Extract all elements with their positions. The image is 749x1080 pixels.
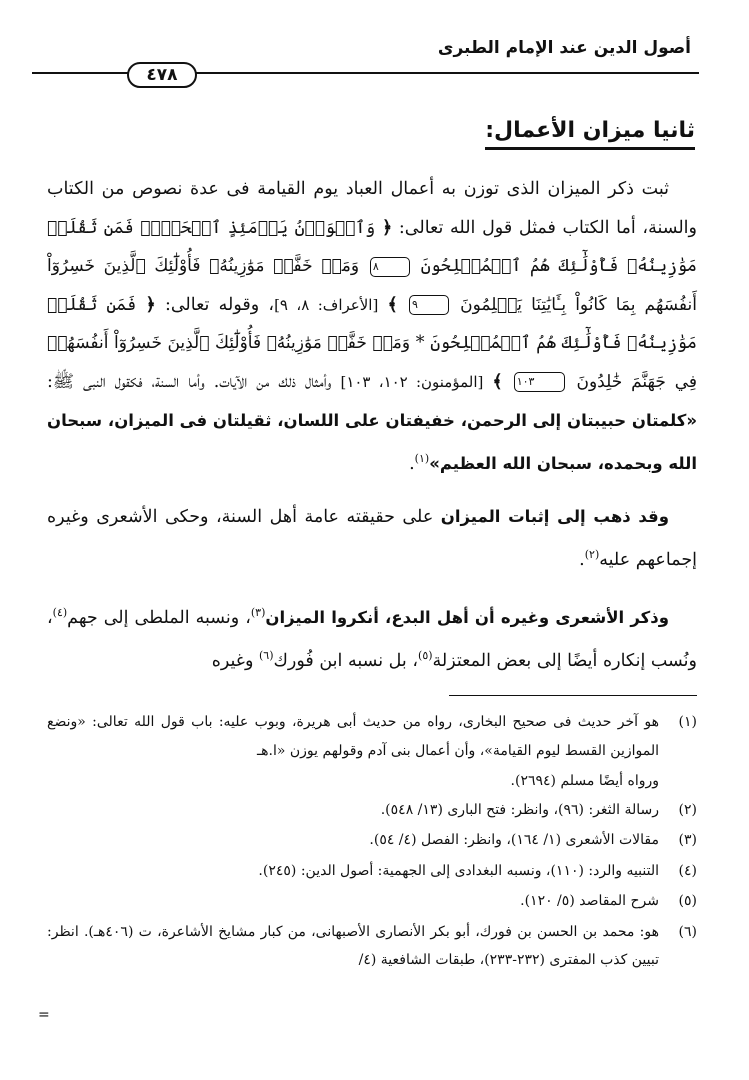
footnote-text: هو آخر حديث فى صحيح البخارى، رواه من حديث أبى هريرة، وبوب عليه: باب قول الله تعالى: «ونضع الموازين القسط ليوم القيامة»، وأن أعمال بنى آدم وقولهم يوزن «ا.هـ [47, 714, 659, 759]
hadith-text: «كلمتان حبيبتان إلى الرحمن، خفيفتان على اللسان، ثقيلتان فى الميزان، سبحان الله وبحمده، سبحان الله العظيم» [47, 410, 697, 473]
p1-connector: ، وقوله تعالى: [164, 294, 275, 315]
footnote-text: التنبيه والرد: (١١٠)، ونسبه البغدادى إلى الجهمية: أصول الدين: (٢٤٥). [258, 862, 659, 879]
footnote-text: شرح المقاصد (٥/ ١٢٠). [520, 893, 659, 909]
quran-close-bracket: ﴾ [492, 371, 503, 392]
verse-separator-star: * [415, 333, 425, 354]
p3-bold-lead: وذكر الأشعرى وغيره أن أهل البدع، أنكروا الميزان [265, 607, 669, 627]
footnote-separator [449, 695, 697, 696]
sentence-end: . [409, 453, 415, 474]
paragraph-3 [47, 594, 697, 681]
footnote-number: (٥) [678, 893, 697, 909]
body-text [47, 170, 697, 680]
footnote-text: هو: محمد بن الحسن بن فورك، أبو بكر الأنصارى الأصبهانى، من كبار مشايخ الأشاعرة، ت (٤٠٦هـ). انظر: تبيين كذب المفترى (٢٣٢-٢٣٣)، طبقات الشافعية (٤/ [47, 923, 660, 968]
quran-verse-1b: وَمَنۡ خَفَّتۡ مَوَٰزِينُهُۥ فَأُوْلَٰٓئِكَ ٱلَّذِينَ خَسِرُوٓاْ أَنفُسَهُم بِمَا كَانُواْ بِـَٔايَٰتِنَا يَظۡلِمُونَ [47, 256, 697, 315]
ayah-number-mark: ٩ [409, 295, 449, 315]
footnote-ref: (٣) [250, 605, 266, 619]
footnote-1 [47, 708, 697, 765]
quran-verse-1a: وَٱلۡوَزۡنُ يَوۡمَئِذٍ ٱلۡحَقُّۚ فَمَن ثَقُلَتۡ مَوَٰزِينُهُۥ فَأُوْلَٰٓئِكَ هُمُ ٱلۡمُفۡلِحُونَ [47, 217, 697, 277]
footnote-ref: (٤) [52, 605, 68, 619]
section-heading: ثانيا ميزان الأعمال: [485, 118, 695, 150]
p3-text-2: ، ونُسب إنكاره أيضًا إلى بعض المعتزلة [47, 607, 697, 671]
p1-sunnah-intro: وأمثال ذلك من الآيات. وأما السنة، فكقول النبى ﷺ: [47, 371, 332, 392]
footnote-text: مقالات الأشعرى (١/ ١٦٤)، وانظر: الفصل (٤/ ٥٤). [369, 832, 659, 848]
footnote-4 [47, 857, 697, 886]
footnote-text: رسالة الثغر: (٩٦)، وانظر: فتح البارى (١٣/ ٥٤٨). [380, 801, 659, 818]
p3-text-4: وغيره [211, 650, 254, 671]
paragraph-2 [47, 498, 697, 580]
quran-verse-2b: وَمَنۡ خَفَّتۡ مَوَٰزِينُهُۥ فَأُوْلَٰٓئِكَ ٱلَّذِينَ خَسِرُوٓاْ أَنفُسَهُمۡ فِي جَهَنَّمَ خَٰلِدُونَ [47, 333, 698, 392]
quran-close-bracket: ﴾ [387, 294, 398, 315]
footnote-5 [47, 887, 697, 916]
quran-open-bracket: ﴿ [381, 217, 393, 238]
footnote-ref: (١) [414, 452, 430, 466]
p1-intro: ثبت ذكر الميزان الذى توزن به أعمال العباد يوم القيامة فى عدة نصوص من الكتاب والسنة، أما الكتاب فمثل قول الله تعالى: [47, 179, 697, 238]
footnote-ref: (٢) [584, 548, 600, 562]
quran-open-bracket: ﴿ [145, 294, 156, 315]
page-number: ٤٧٨ [127, 62, 197, 88]
edge-mark: = [38, 1007, 50, 1023]
footnote-1-continuation: ورواه أيضًا مسلم (٢٦٩٤). [510, 773, 659, 789]
footnote-3 [47, 826, 697, 855]
ayah-number-mark: ١٠٣ [514, 372, 566, 392]
footnote-6 [47, 918, 697, 975]
p3-text-1: ، ونسبه الملطى إلى جهم [67, 607, 251, 628]
footnote-number: (٣) [678, 832, 697, 848]
footnote-number: (٤) [678, 862, 697, 879]
footnote-2 [47, 796, 697, 825]
p2-text: على حقيقته عامة أهل السنة، وحكى الأشعرى وغيره إجماعهم عليه [47, 506, 697, 570]
footnotes [47, 708, 697, 977]
quran-reference: [المؤمنون: ١٠٢، ١٠٣] [340, 372, 484, 391]
quran-reference: [الأعراف: ٨، ٩] [274, 295, 379, 314]
sentence-end: . [579, 550, 585, 570]
paragraph-1 [47, 170, 697, 484]
footnote-ref: (٦) [258, 649, 274, 663]
footnote-number: (١) [678, 714, 697, 730]
ayah-number-mark: ٨ [370, 257, 410, 277]
p2-bold-lead: وقد ذهب إلى إثبات الميزان [440, 506, 669, 526]
quran-verse-2a: فَمَن ثَقُلَتۡ مَوَٰزِينُهُۥ فَأُوْلَٰٓئِكَ هُمُ ٱلۡمُفۡلِحُونَ [47, 294, 697, 354]
footnote-number: (٢) [678, 801, 697, 818]
footnote-ref: (٥) [418, 649, 433, 663]
footnote-number: (٦) [678, 923, 697, 940]
p3-text-3: ، بل نسبه ابن فُورك [273, 650, 419, 671]
running-header-title: أصول الدين عند الإمام الطبرى [437, 38, 691, 58]
